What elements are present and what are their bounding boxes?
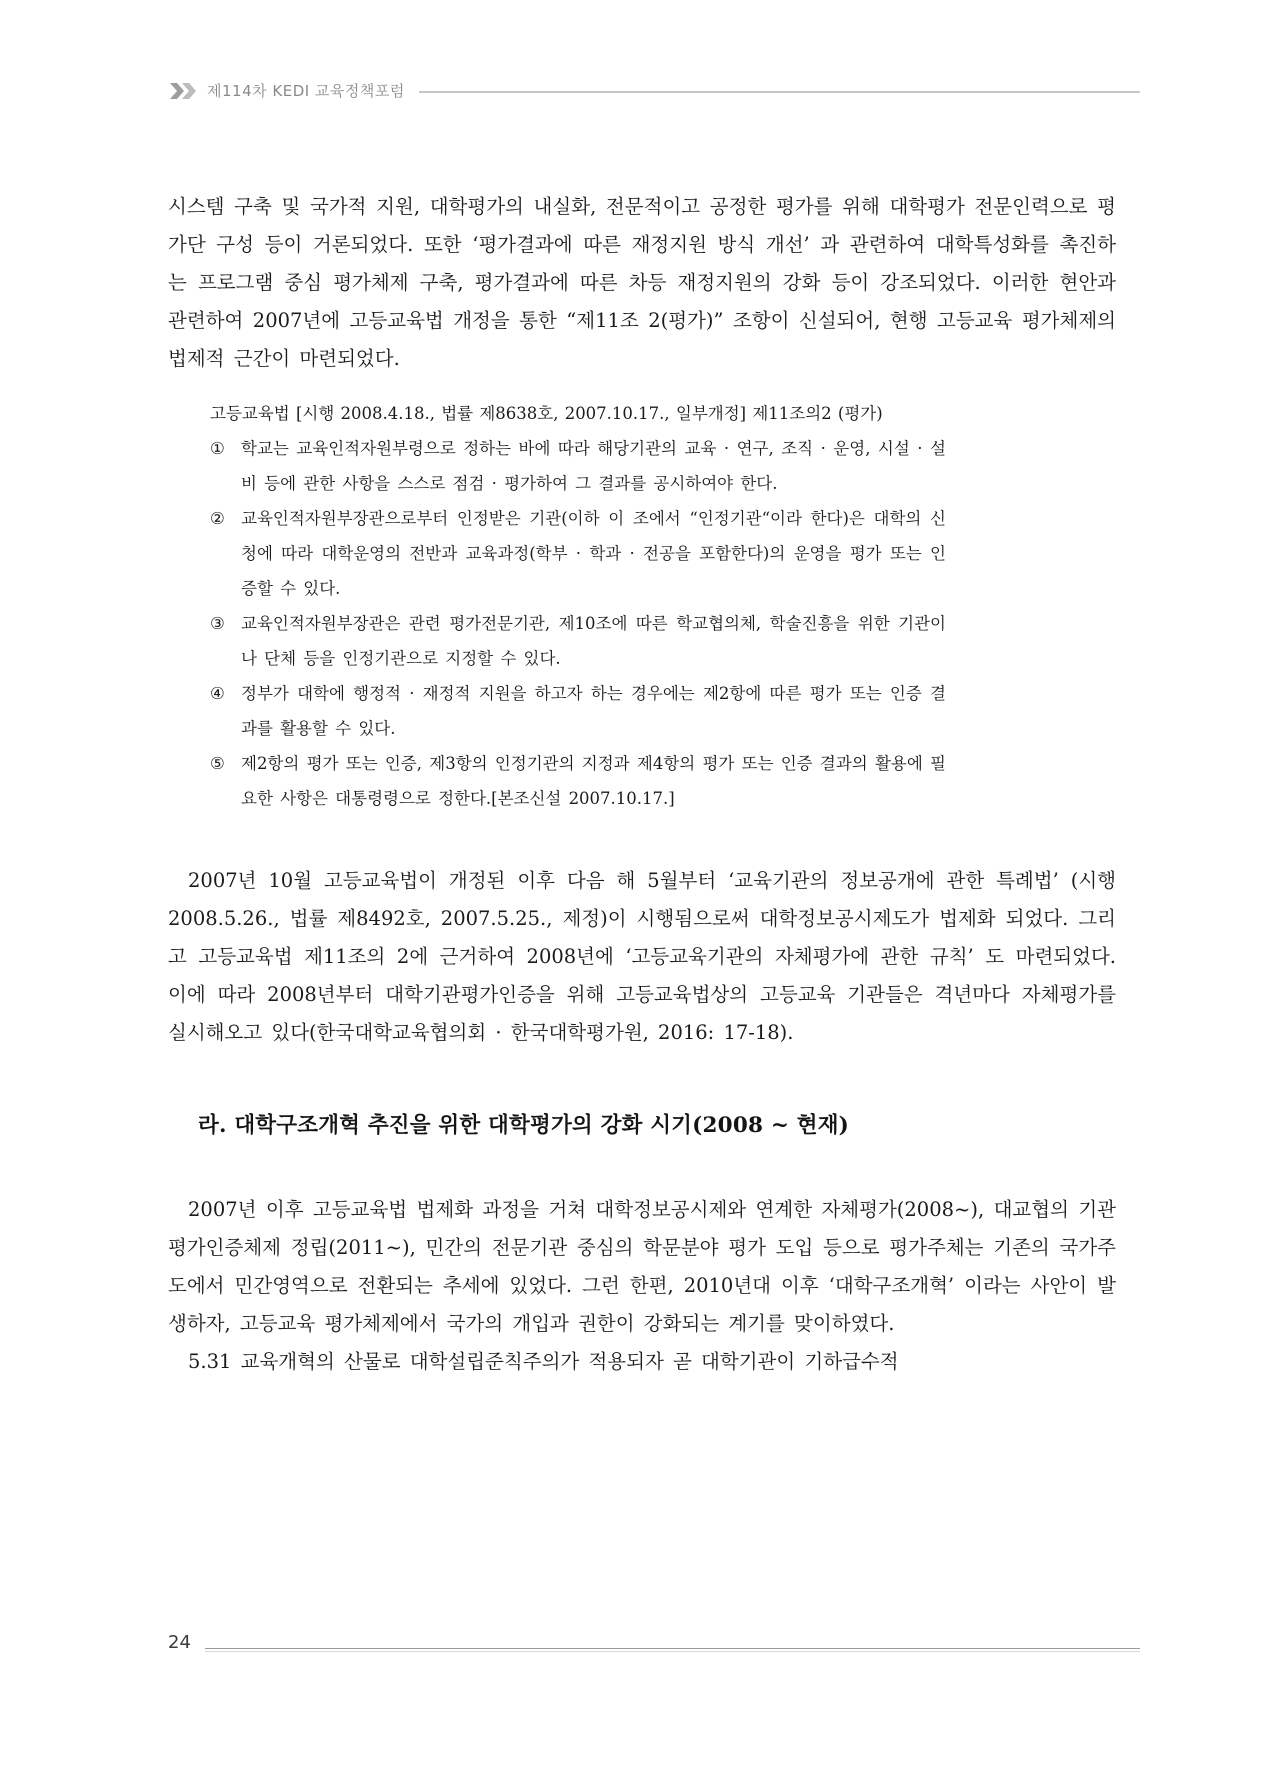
law-item	[210, 746, 946, 816]
paragraph-2: 2007년 10월 고등교육법이 개정된 이후 다음 해 5월부터 ‘교육기관의 정보공개에 관한 특례법’ (시행 2008.5.26., 법률 제8492호, 2007.5.25., 제정)이 시행됨으로써 대학정보공시제도가 법제화 되었다. 그리고 고등교육법 제11조의 2에 근거하여 2008년에 ‘고등교육기관의 자체평가에 관한 규칙’ 도 마련되었다. 이에 따라 2008년부터 대학기관평가인증을 위해 고등교육법상의 고등교육 기관들은 격년마다 자체평가를 실시해오고 있다(한국대학교육협의회 · 한국대학평가원, 2016: 17-18).	[168, 869, 1116, 1044]
law-item-number: ④	[210, 684, 225, 703]
paragraph-4: 5.31 교육개혁의 산물로 대학설립준칙주의가 적용되자 곧 대학기관이 기하급수적	[188, 1350, 899, 1373]
law-item	[210, 501, 946, 606]
spacer	[168, 1139, 1116, 1191]
page-body	[168, 188, 1116, 1381]
law-item-text: 교육인적자원부장관으로부터 인정받은 기관(이하 이 조에서 “인정기관“이라 한다)은 대학의 신청에 따라 대학운영의 전반과 교육과정(학부 · 학과 · 전공을 포함한다)의 운영을 평가 또는 인증할 수 있다.	[241, 509, 946, 598]
paragraph-1: 시스템 구축 및 국가적 지원, 대학평가의 내실화, 전문적이고 공정한 평가를 위해 대학평가 전문인력으로 평가단 구성 등이 거론되었다. 또한 ‘평가결과에 따른 재정지원 방식 개선’ 과 관련하여 대학특성화를 촉진하는 프로그램 중심 평가체제 구축, 평가결과에 따른 차등 재정지원의 강화 등이 강조되었다. 이러한 현안과 관련하여 2007년에 고등교육법 개정을 통한 “제11조 2(평가)” 조항이 신설되어, 현행 고등교육 평가체제의 법제적 근간이 마련되었다.	[168, 195, 1116, 370]
law-item-text: 제2항의 평가 또는 인증, 제3항의 인정기관의 지정과 제4항의 평가 또는 인증 결과의 활용에 필요한 사항은 대통령령으로 정한다.[본조신설 2007.10.17.]	[241, 754, 946, 808]
paragraph-3: 2007년 이후 고등교육법 법제화 과정을 거쳐 대학정보공시제와 연계한 자체평가(2008~), 대교협의 기관평가인증체제 정립(2011~), 민간의 전문기관 중심의 학문분야 평가 도입 등으로 평가주체는 기존의 국가주도에서 민간영역으로 전환되는 추세에 있었다. 그런 한편, 2010년대 이후 ‘대학구조개혁’ 이라는 사안이 발생하자, 고등교육 평가체제에서 국가의 개입과 권한이 강화되는 계기를 맞이하였다.	[168, 1198, 1116, 1335]
header-title: 제114차 KEDI 교육정책포럼	[207, 82, 405, 100]
law-item	[210, 606, 946, 676]
law-item-number: ③	[210, 614, 225, 633]
running-header	[168, 80, 1140, 101]
law-item-number: ②	[210, 509, 225, 528]
law-item-number: ⑤	[210, 754, 225, 773]
spacer	[168, 378, 1116, 396]
law-item-number: ①	[210, 439, 225, 458]
page-number: 24	[168, 1632, 191, 1653]
law-quote-title: 고등교육법 [시행 2008.4.18., 법률 제8638호, 2007.10.17., 일부개정] 제11조의2 (평가)	[210, 404, 883, 423]
double-chevron-icon	[168, 81, 198, 101]
law-item-text: 학교는 교육인적자원부령으로 정하는 바에 따라 해당기관의 교육 · 연구, 조직 · 운영, 시설 · 설비 등에 관한 사항을 스스로 점검 · 평가하여 그 결과를 공시하여야 한다.	[241, 439, 946, 493]
footer-rule	[205, 1648, 1140, 1652]
header-rule	[419, 91, 1140, 93]
law-item-text: 교육인적자원부장관은 관련 평가전문기관, 제10조에 따른 학교협의체, 학술진흥을 위한 기관이나 단체 등을 인정기관으로 지정할 수 있다.	[241, 614, 946, 668]
law-item	[210, 431, 946, 501]
section-heading: 라. 대학구조개혁 추진을 위한 대학평가의 강화 시기(2008 ~ 현재)	[198, 1113, 850, 1138]
page-footer	[168, 1632, 1140, 1654]
law-item	[210, 676, 946, 746]
spacer	[168, 816, 1116, 862]
law-quote-block	[210, 396, 946, 816]
law-item-text: 정부가 대학에 행정적 · 재정적 지원을 하고자 하는 경우에는 제2항에 따른 평가 또는 인증 결과를 활용할 수 있다.	[241, 684, 946, 738]
